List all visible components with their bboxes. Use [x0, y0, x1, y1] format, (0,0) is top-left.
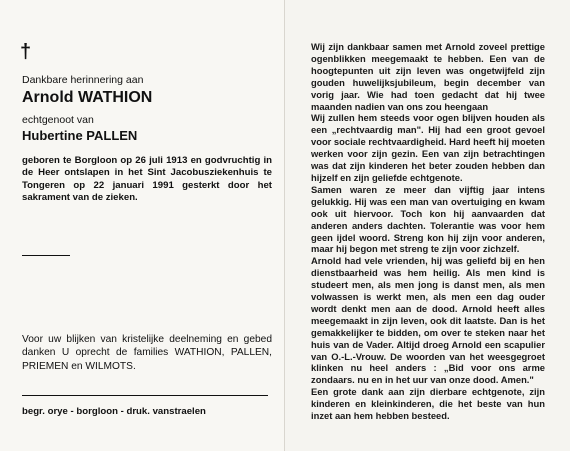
tribute-paragraph: Een grote dank aan zijn dierbare echtgenote, zijn kinderen en kleinkinderen, die het beste van hun inzet aan hem hebben besteed.	[311, 386, 545, 422]
biography: geboren te Borgloon op 26 juli 1913 en godvruchtig in de Heer ontslapen in het Sint Jacobusziekenhuis te Tongeren op 22 januari 1991 gesterkt door het sakrament van de zieken.	[22, 155, 272, 203]
tribute-paragraph: Samen waren ze meer dan vijftig jaar intens gelukkig. Hij was een man van overtuiging en kwam ook uit hiervoor. Toch kon hij aanvaarden dat anderen anders dachten. Tolerantie was voor hem geen ijdel woord. Streng kon hij zijn voor anderen, maar hij begon met streng te zijn voor zichzelf.	[311, 183, 545, 255]
spouse-intro: echtgenoot van	[22, 114, 94, 126]
fold-line	[284, 0, 285, 451]
printer-footer: begr. orye - borgloon - druk. vanstraelen	[22, 406, 206, 417]
thanks-text: Voor uw blijken van kristelijke deelneming en gebed danken U oprecht de families WATHION, PALLEN, PRIEMEN en WILMOTS.	[22, 334, 272, 372]
footer-rule	[22, 395, 268, 396]
divider	[22, 255, 70, 256]
tribute-text	[311, 41, 545, 422]
tribute-paragraph: Wij zijn dankbaar samen met Arnold zoveel prettige ogenblikken meegemaakt te hebben. Een van de hoogtepunten uit zijn leven was ongetwijfeld zijn gouden huwelijksjubileum, begin december van vorig jaar. Wie had toen gedacht dat hij twee maanden nadien van ons zou heengaan	[311, 41, 545, 112]
intro-text: Dankbare herinnering aan	[22, 74, 144, 86]
cross-icon: †	[20, 41, 32, 63]
tribute-paragraph: Arnold had vele vrienden, hij was geliefd bij en hen dienstbaarheid was hem heilig. Als men kind is studeert men, als men jong is danst men, als men volwassen is werkt men, als men een dag ouder wordt denkt men aan de dood. Arnold heeft alles meegemaakt in zijn leven, ook dit laatste. Dan is het gemakkelijker te bidden, om over te steken naar het huis van de Vader. Altijd droeg Arnold een scapulier van O.-L.-Vrouw. De woorden van het weesgegroet klinken nu heel anders : „Bid voor ons arme zondaars. nu en in het uur van onze dood. Amen."	[311, 255, 545, 386]
tribute-paragraph: Wij zullen hem steeds voor ogen blijven houden als een „rechtvaardig man". Hij had een groot gevoel voor sociale rechtvaardigheid. Hard heeft hij moeten werken voor zijn gezin. Een van zijn betrachtingen was dat zijn kinderen het beter zouden hebben dan hijzelf en zijn geliefde echtgenote.	[311, 112, 545, 183]
spouse-name: Hubertine PALLEN	[22, 128, 138, 143]
deceased-name: Arnold WATHION	[22, 89, 153, 106]
